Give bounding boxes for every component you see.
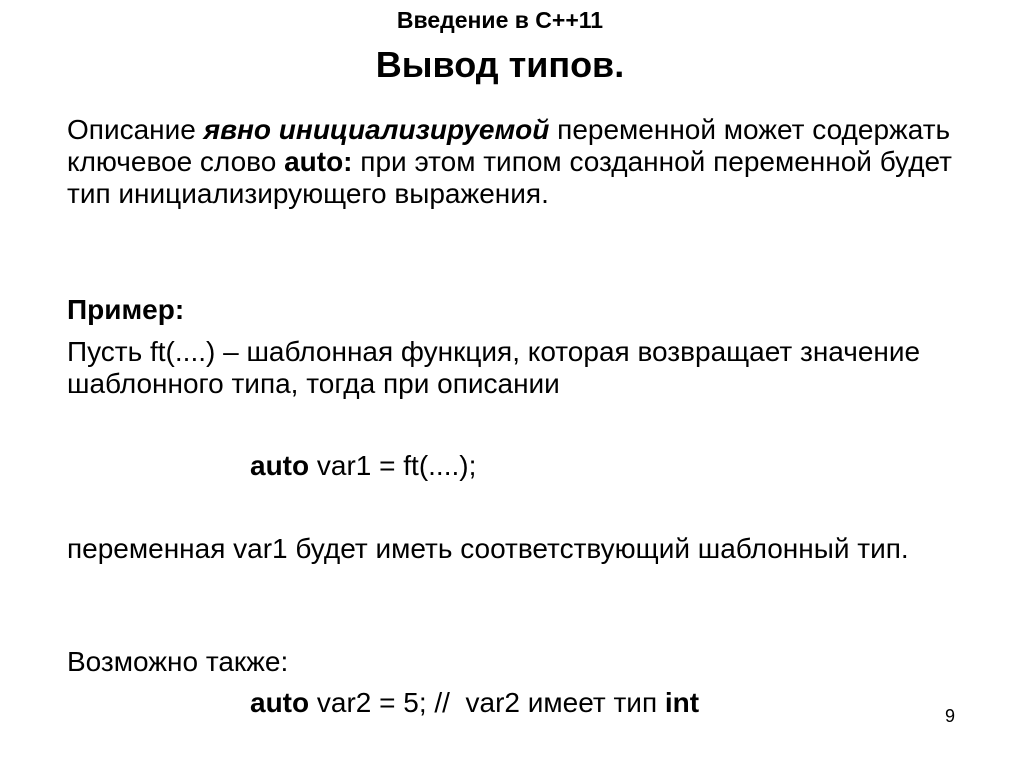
definition-emphasis: явно инициализируемой: [203, 114, 550, 145]
example-heading: Пример:: [67, 294, 185, 325]
definition-text-a: Описание: [67, 114, 204, 145]
page-number: 9: [945, 706, 956, 726]
definition-paragraph: [67, 114, 987, 210]
definition-keyword: auto:: [284, 146, 353, 177]
code-line-var1: [250, 450, 476, 482]
definition-text-b: переменной может содержать ключевое слово: [67, 114, 951, 177]
definition-text-c: при этом типом созданной переменной будет тип инициализирующего выражения.: [67, 146, 952, 209]
slide-title: Вывод типов.: [375, 44, 625, 85]
code-line-var2: [250, 687, 699, 719]
code-expression: var2 = 5; // var2 имеет тип: [309, 687, 665, 718]
code-keyword-auto: auto: [250, 687, 310, 718]
also-possible-label: Возможно также:: [67, 646, 289, 677]
result-paragraph: переменная var1 будет иметь соответствующий шаблонный тип.: [67, 533, 909, 564]
code-type-int: int: [664, 687, 700, 718]
code-keyword-auto: auto: [250, 450, 310, 481]
slide-supertitle: Введение в С++11: [396, 7, 604, 33]
code-expression: var1 = ft(....);: [309, 450, 477, 481]
example-paragraph: Пусть ft(....) – шаблонная функция, которая возвращает значение шаблонного типа, тогда при описании: [67, 336, 921, 399]
